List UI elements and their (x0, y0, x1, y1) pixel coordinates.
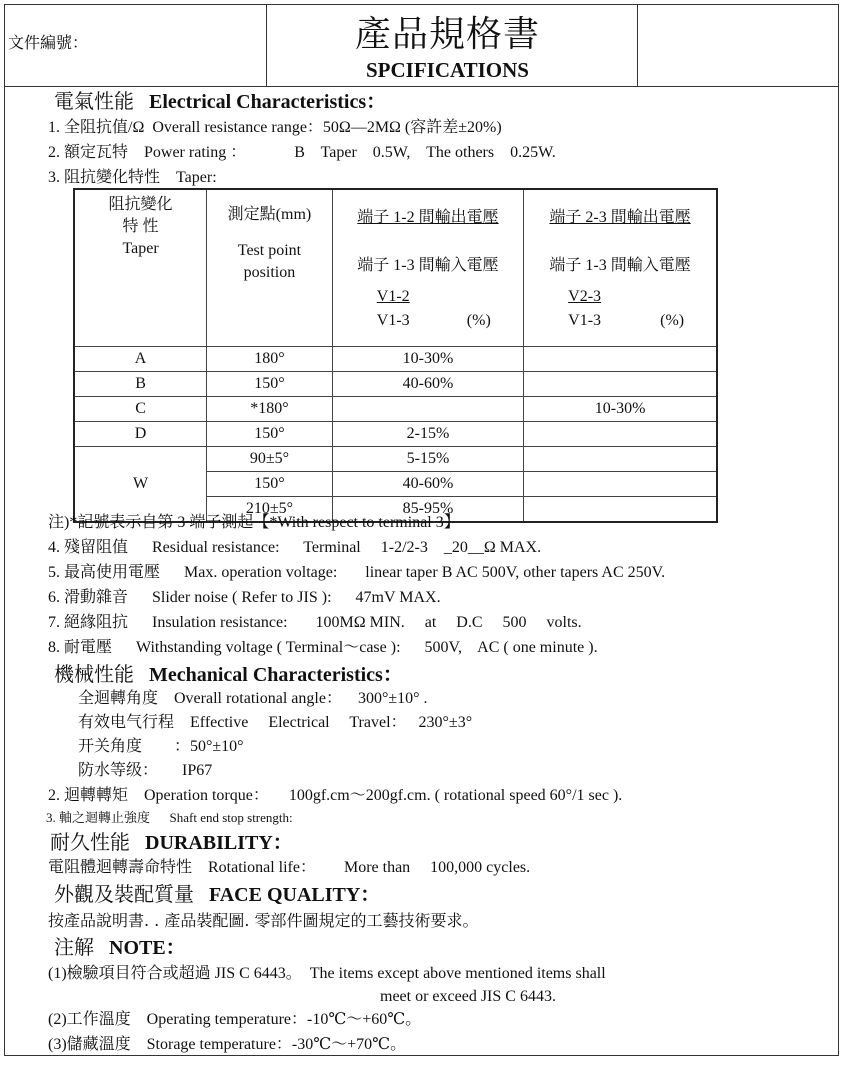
test-point-header-line: Test point (237, 242, 302, 259)
terminal-note: 注)*記號表示自第 3 端子測起【*With respect to terminal 3】 (48, 514, 460, 531)
table-row (74, 347, 717, 372)
page-title-en: SPCIFICATIONS (366, 58, 529, 82)
taper-cell: A (74, 347, 207, 372)
header-right-cell (637, 4, 839, 86)
v12-header-denominator: V1-3 (376, 312, 410, 329)
v23-header-unit: (%) (660, 312, 685, 329)
electrical-item-1: 1. 全阻抗值/Ω Overall resistance range：50Ω—2MΩ (容許差±20%) (48, 119, 502, 136)
mechanical-line-3: 开关角度 ：50°±10° (78, 738, 244, 755)
position-cell: 150° (207, 422, 333, 447)
position-cell: *180° (207, 397, 333, 422)
table-row (74, 397, 717, 422)
taper-cell: D (74, 422, 207, 447)
mechanical-heading-zh: 機械性能 (54, 662, 134, 686)
v12-cell: 40-60% (332, 472, 523, 497)
face-quality-line-1: 按產品說明書. . 產品裝配圖. 零部件圖規定的工藝技術要求。 (48, 911, 479, 930)
v23-header-denominator: V1-3 (568, 312, 602, 329)
note-line-2: (2)工作溫度 Operating temperature：-10℃～+60℃。 (48, 1011, 422, 1028)
durability-line-1: 電阻體迴轉壽命特性 Rotational life： More than 100,000 cycles. (48, 859, 531, 876)
taper-header-line: Taper (122, 240, 159, 257)
note-heading-zh: 注解 (54, 935, 94, 959)
doc-no-label: 文件編號： (8, 33, 89, 52)
v12-header-cell (332, 189, 523, 347)
mechanical-line-2: 有效电气行程 Effective Electrical Travel： 230°±3° (78, 714, 473, 731)
position-cell: 180° (207, 347, 333, 372)
durability-heading-en: DURABILITY： (145, 832, 293, 854)
electrical-heading (54, 89, 386, 114)
v12-cell: 85-95% (332, 497, 523, 523)
taper-header-cell (74, 189, 207, 347)
taper-cell: B (74, 372, 207, 397)
position-cell: 150° (207, 372, 333, 397)
electrical-item-8: 8. 耐電壓 Withstanding voltage ( Terminal～case ): 500V, AC ( one minute ). (48, 639, 598, 656)
v23-cell (524, 447, 717, 472)
table-row (74, 447, 717, 472)
face-quality-heading-zh: 外觀及裝配質量 (54, 882, 194, 906)
taper-header-line: 特 性 (122, 218, 159, 235)
note-line-1: (1)檢驗項目符合或超過 JIS C 6443。 The items except above mentioned items shall (48, 965, 606, 982)
face-quality-heading-en: FACE QUALITY： (209, 884, 381, 906)
electrical-heading-zh: 電氣性能 (54, 89, 134, 113)
v23-header-numerator: V2-3 (568, 288, 602, 305)
v12-header-unit: (%) (466, 312, 491, 329)
electrical-item-6: 6. 滑動雜音 Slider noise ( Refer to JIS ): 47mV MAX. (48, 589, 441, 606)
face-quality-heading (54, 882, 380, 907)
v12-cell: 2-15% (332, 422, 523, 447)
v23-cell (524, 422, 717, 447)
v23-cell (524, 472, 717, 497)
test-point-header-line: 測定點(mm) (227, 206, 312, 223)
v23-header-mid: 端子 1-3 間輸入電壓 (549, 257, 691, 274)
note-line-3: (3)儲藏溫度 Storage temperature：-30℃～+70℃。 (48, 1036, 407, 1053)
v12-header-top: 端子 1-2 間輸出電壓 (357, 209, 499, 226)
note-heading-en: NOTE： (109, 937, 186, 959)
taper-header-line: 阻抗變化 (108, 196, 173, 213)
taper-cell: W (74, 447, 207, 523)
v23-cell (524, 372, 717, 397)
table-row (74, 422, 717, 447)
mechanical-item-3: 3. 軸之迴轉止強度 Shaft end stop strength: (46, 810, 293, 825)
taper-table (73, 188, 718, 523)
table-row (74, 372, 717, 397)
v12-header-numerator: V1-2 (376, 288, 410, 305)
v12-cell: 10-30% (332, 347, 523, 372)
electrical-item-7: 7. 絕緣阻抗 Insulation resistance: 100MΩ MIN. at D.C 500 volts. (48, 614, 582, 631)
v23-cell (524, 347, 717, 372)
v12-cell: 5-15% (332, 447, 523, 472)
electrical-item-4: 4. 殘留阻值 Residual resistance: Terminal 1-2/2-3 _20__Ω MAX. (48, 539, 542, 556)
page-title-zh: 產品規格書 (354, 14, 540, 55)
electrical-item-3: 3. 阻抗變化特性 Taper: (48, 169, 217, 186)
electrical-item-2: 2. 額定瓦特 Power rating ： B Taper 0.5W, The others 0.25W. (48, 144, 556, 161)
v12-cell (332, 397, 523, 422)
mechanical-line-4: 防水等级： IP67 (78, 762, 213, 779)
v12-header-mid: 端子 1-3 間輸入電壓 (357, 257, 499, 274)
test-point-header-cell (207, 189, 333, 347)
mechanical-heading (54, 662, 403, 687)
electrical-heading-en: Electrical Characteristics： (149, 91, 387, 113)
v12-cell: 40-60% (332, 372, 523, 397)
durability-heading-zh: 耐久性能 (50, 830, 130, 854)
taper-table-header-row (74, 189, 717, 347)
v23-header-cell (524, 189, 717, 347)
mechanical-heading-en: Mechanical Characteristics： (149, 664, 403, 686)
v23-cell (524, 497, 717, 523)
position-cell: 90±5° (207, 447, 333, 472)
electrical-item-5: 5. 最高使用電壓 Max. operation voltage: linear taper B AC 500V, other tapers AC 250V. (48, 564, 666, 581)
durability-heading (50, 830, 293, 855)
v23-cell: 10-30% (524, 397, 717, 422)
test-point-header-line: position (243, 264, 296, 281)
taper-cell: C (74, 397, 207, 422)
mechanical-line-1: 全迴轉角度 Overall rotational angle： 300°±10° . (78, 690, 428, 707)
v23-header-top: 端子 2-3 間輸出電壓 (549, 209, 691, 226)
mechanical-item-2: 2. 迴轉轉矩 Operation torque： 100gf.cm～200gf.cm. ( rotational speed 60°/1 sec ). (48, 787, 623, 804)
note-heading (54, 935, 186, 960)
position-cell: 210±5° (207, 497, 333, 523)
position-cell: 150° (207, 472, 333, 497)
note-line-1-continued: meet or exceed JIS C 6443. (380, 988, 556, 1005)
